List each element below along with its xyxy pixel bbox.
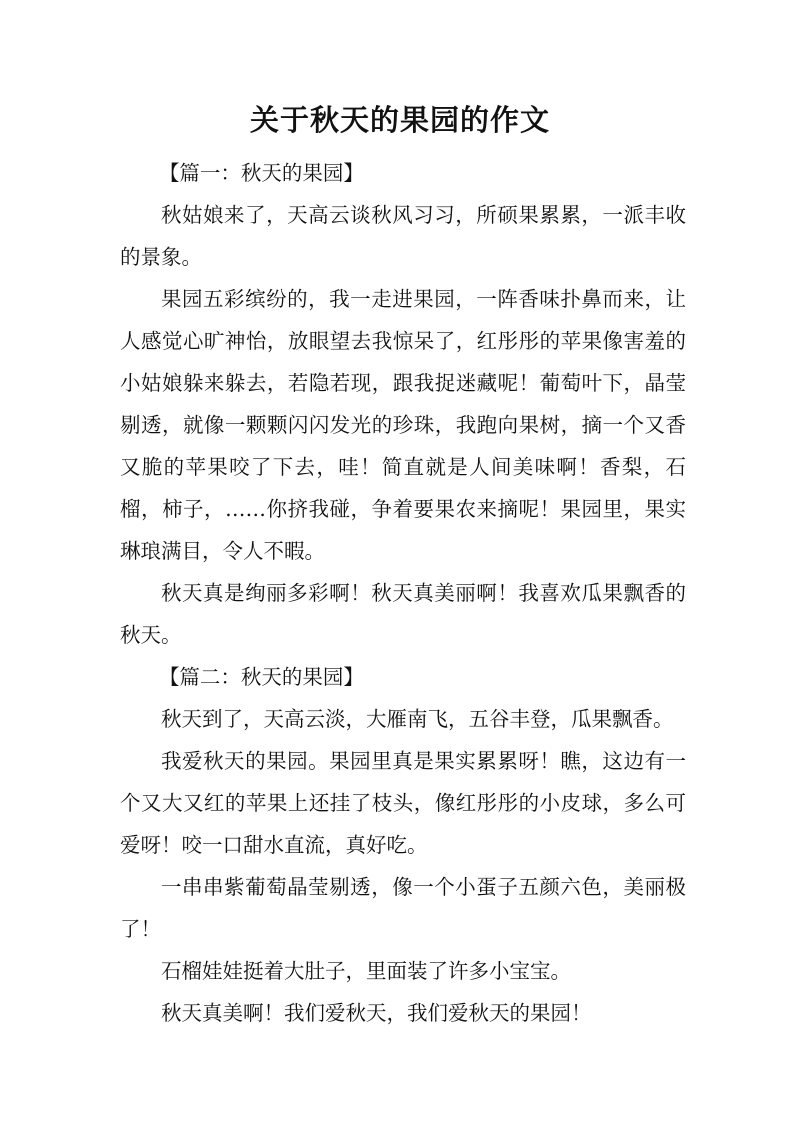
paragraph: 秋天真是绚丽多彩啊！秋天真美丽啊！我喜欢瓜果飘香的秋天。 (120, 581, 686, 647)
section-heading-1: 【篇一：秋天的果园】 (158, 161, 364, 185)
paragraph: 一串串紫葡萄晶莹剔透，像一个小蛋子五颜六色，美丽极了！ (120, 875, 686, 941)
document-body (120, 152, 686, 1034)
paragraph: 石榴娃娃挺着大肚子，里面装了许多小宝宝。 (161, 959, 571, 983)
paragraph: 秋姑娘来了，天高云谈秋风习习，所硕果累累，一派丰收的景象。 (120, 203, 686, 269)
paragraph: 秋天到了，天高云淡，大雁南飞，五谷丰登，瓜果飘香。 (161, 707, 674, 731)
section-heading-2: 【篇二：秋天的果园】 (158, 665, 364, 689)
document-title: 关于秋天的果园的作文 (249, 103, 550, 137)
paragraph: 我爱秋天的果园。果园里真是果实累累呀！瞧，这边有一个又大又红的苹果上还挂了枝头，像红彤彤的小皮球，多么可爱呀！咬一口甜水直流，真好吃。 (120, 749, 686, 857)
paragraph: 秋天真美啊！我们爱秋天，我们爱秋天的果园！ (161, 1001, 592, 1025)
paragraph: 果园五彩缤纷的，我一走进果园，一阵香味扑鼻而来，让人感觉心旷神怡，放眼望去我惊呆了，红彤彤的苹果像害羞的小姑娘躲来躲去，若隐若现，跟我捉迷藏呢！葡萄叶下，晶莹剔透，就像一颗颗闪闪发光的珍珠，我跑向果树，摘一个又香又脆的苹果咬了下去，哇！简直就是人间美味啊！香梨，石榴，柿子，……你挤我碰，争着要果农来摘呢！果园里，果实琳琅满目，令人不暇。 (120, 287, 686, 563)
